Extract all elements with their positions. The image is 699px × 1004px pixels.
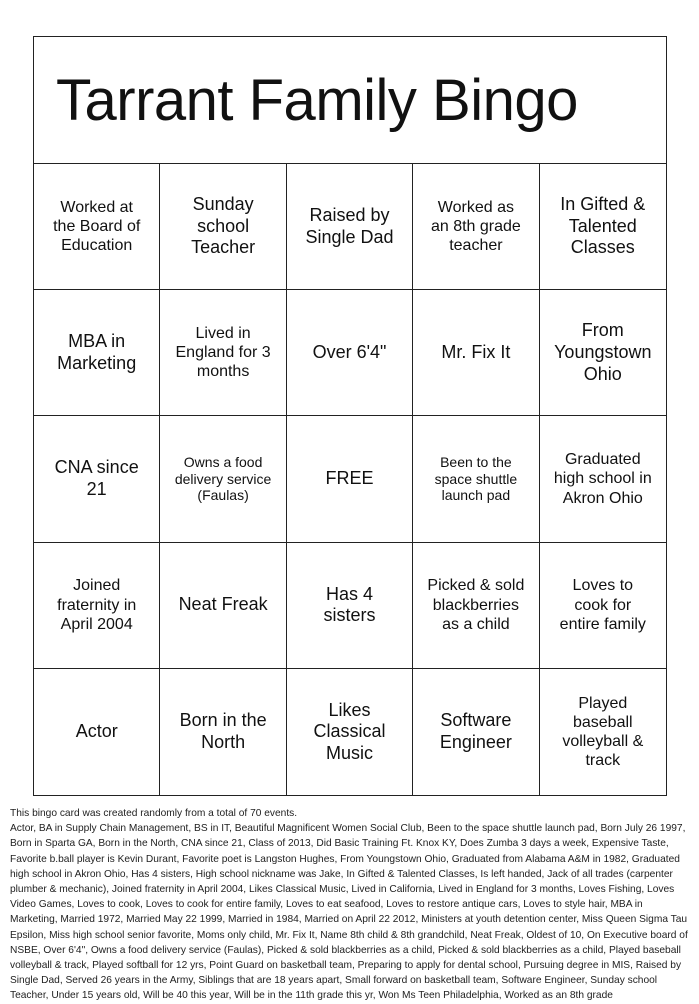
card-footer [10, 806, 690, 1002]
bingo-cell-r2-c1: MBA in Marketing [34, 290, 160, 416]
bingo-cell-r3-c5: Graduated high school in Akron Ohio [540, 416, 666, 542]
bingo-cell-free: FREE [287, 416, 413, 542]
bingo-cell-r5-c3: Likes Classical Music [287, 669, 413, 795]
bingo-cell-r1-c5: In Gifted & Talented Classes [540, 164, 666, 290]
bingo-cell-r4-c1: Joined fraternity in April 2004 [34, 543, 160, 669]
bingo-cell-r3-c4: Been to the space shuttle launch pad [413, 416, 539, 542]
bingo-cell-r3-c1: CNA since 21 [34, 416, 160, 542]
bingo-cell-r1-c2: Sunday school Teacher [160, 164, 286, 290]
bingo-card [33, 36, 667, 796]
bingo-cell-r5-c2: Born in the North [160, 669, 286, 795]
bingo-cell-r1-c4: Worked as an 8th grade teacher [413, 164, 539, 290]
bingo-cell-r5-c5: Played baseball volleyball & track [562, 694, 644, 770]
bingo-cell-r2-c2: Lived in England for 3 months [160, 290, 286, 416]
bingo-cell-r1-c3: Raised by Single Dad [287, 164, 413, 290]
bingo-cell-r2-c4: Mr. Fix It [413, 290, 539, 416]
bingo-cell-r5-c4: Software Engineer [413, 669, 539, 795]
footer-summary: This bingo card was created randomly from a total of 70 events. [10, 808, 298, 819]
bingo-cell-r2-c5: From Youngstown Ohio [540, 290, 666, 416]
bingo-cell-r4-c5: Loves to cook for entire family [540, 543, 666, 669]
bingo-cell-r4-c3: Has 4 sisters [287, 543, 413, 669]
bingo-cell-r2-c3: Over 6'4" [287, 290, 413, 416]
card-title: Tarrant Family Bingo [34, 37, 666, 164]
bingo-cell-r5-c1: Actor [34, 669, 160, 795]
bingo-cell-r4-c4: Picked & sold blackberries as a child [413, 543, 539, 669]
bingo-cell-r3-c2: Owns a food delivery service (Faulas) [160, 416, 286, 542]
footer-event-list: Actor, BA in Supply Chain Management, BS in IT, Beautiful Magnificent Women Social Club, Been to the space shuttle launch pad, Born July 26 1997, Born in Sparta GA, Born in the North, CNA since 21, Class of 2013, Did Basic Training Ft. Knox KY, Does Zumba 3 days a week, Expensive Taste, Favorite b.ball player is Kevin Durant, Favorite poet is Langston Hughes, From Youngstown Ohio, Graduated from Alabama A&M in 1982, Graduated high school in Akron Ohio, Has 4 sisters, High school nickname was Jake, In Gifted & Talented Classes, Is left handed, Jack of all trades (carpenter plumber & mechanic), Joined fraternity in April 2004, Likes Classical Music, Lived in California, Lived in England for 3 months, Loves Fishing, Loves Video Games, Loves to cook, Loves to cook for entire family, Loves to eat seafood, Loves to restore antique cars, Loves to style hair, MBA in Marketing, Married 1972, Married May 22 1999, Married in 1984, Married on April 22 2012, Ministers at youth detention center, Miss Queen Sigma Tau Epsilon, Miss high school senior favorite, Moms only child, Mr. Fix It, Name 8th child & 8th grandchild, Neat Freak, Oldest of 10, On Executive board of NSBE, Over 6'4", Owns a food delivery service (Faulas), Picked & sold blackberries as a child, Picked & sold blackberries as a child, Played baseball volleyball & track, Played softball for 12 yrs, Point Guard on basketball team, Preparing to apply for dental school, Pursuing degree in MIS, Raised by Single Dad, Served 26 years in the Army, Siblings that are 18 years apart, Small forward on basketball team, Software Engineer, Sunday school Teacher, Under 15 years old, Will be 40 this year, Will be in the 11th grade this yr, Won Ms Teen Philadelphia, Worked as an 8th grade [10, 823, 688, 1002]
bingo-cell-r1-c1: Worked at the Board of Education [34, 164, 160, 290]
bingo-cell-r4-c2: Neat Freak [160, 543, 286, 669]
bingo-grid [34, 164, 666, 795]
